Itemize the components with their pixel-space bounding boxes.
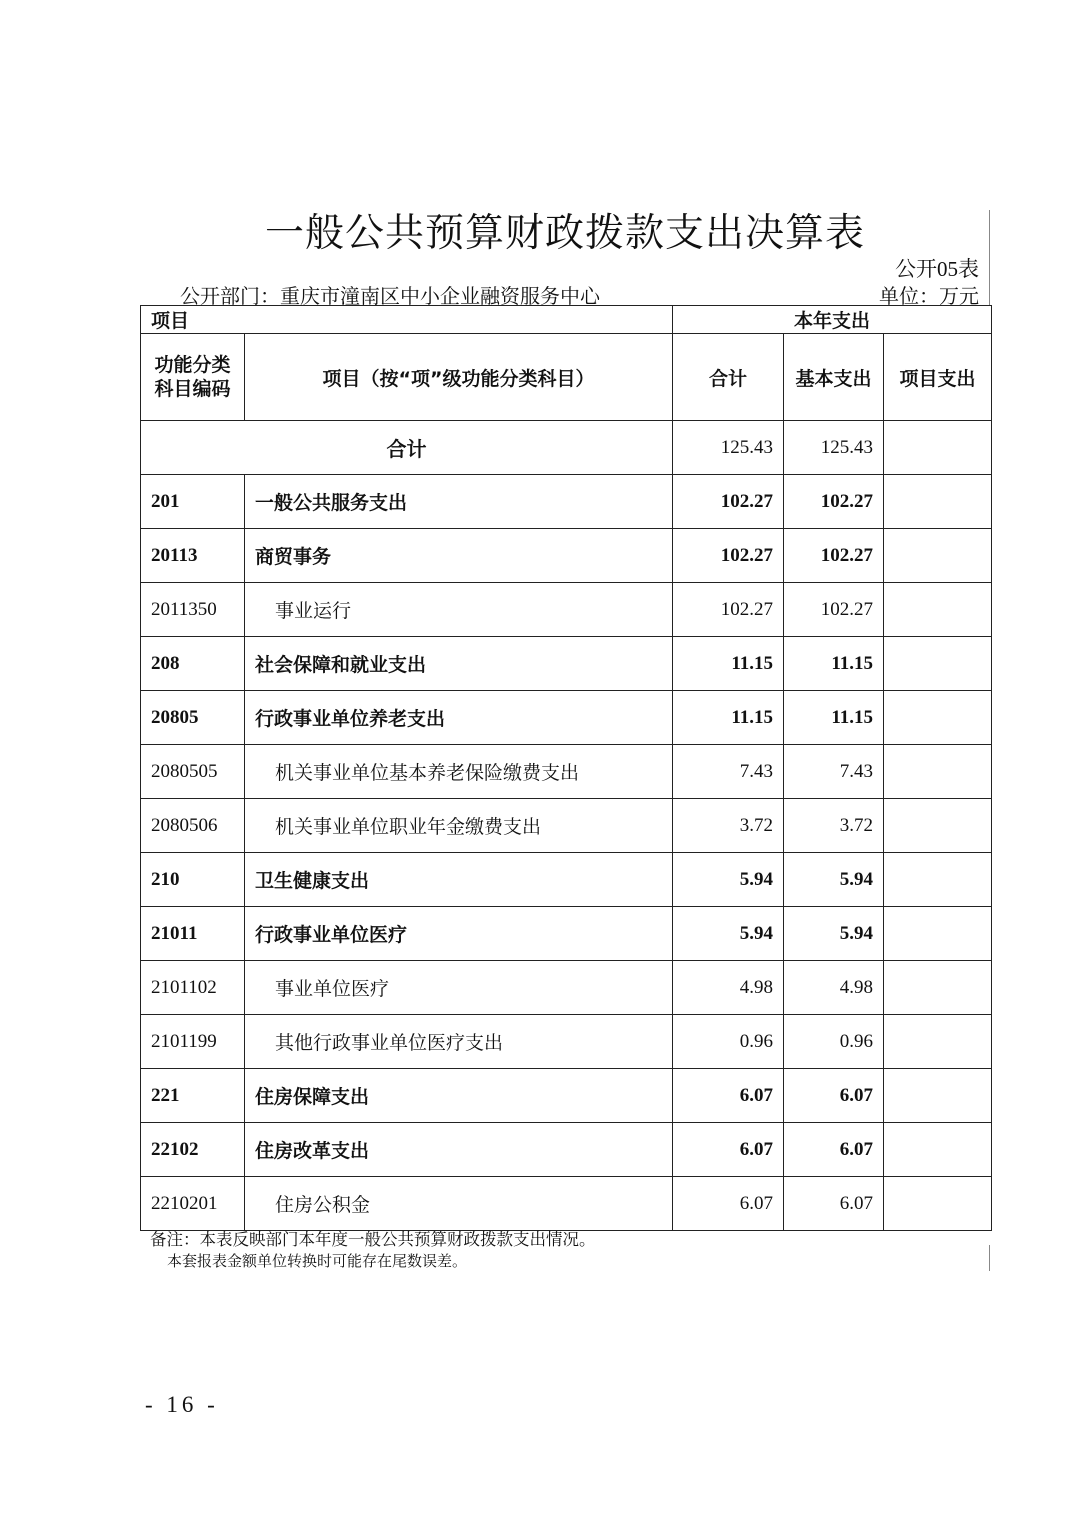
row-code: 22102 [141, 1123, 245, 1177]
row-basic: 6.07 [784, 1069, 884, 1123]
department-label: 公开部门：重庆市潼南区中小企业融资服务中心 [180, 284, 600, 308]
margin-line [989, 1245, 990, 1271]
form-number-prefix: 公开 [895, 257, 937, 281]
header-project: 项目支出 [884, 334, 992, 421]
margin-line [989, 210, 990, 305]
row-project [884, 583, 992, 637]
row-name: 事业运行 [245, 583, 673, 637]
table-row [141, 961, 992, 1015]
row-basic: 11.15 [784, 691, 884, 745]
row-project [884, 1177, 992, 1231]
row-basic: 3.72 [784, 799, 884, 853]
header-basic: 基本支出 [784, 334, 884, 421]
row-name: 卫生健康支出 [245, 853, 673, 907]
header-row-2 [141, 334, 992, 421]
row-project [884, 1123, 992, 1177]
row-basic: 5.94 [784, 853, 884, 907]
row-total: 4.98 [673, 961, 784, 1015]
row-name: 住房公积金 [245, 1177, 673, 1231]
table-row [141, 1069, 992, 1123]
row-code: 20805 [141, 691, 245, 745]
row-basic: 6.07 [784, 1177, 884, 1231]
row-code: 2210201 [141, 1177, 245, 1231]
row-code: 21011 [141, 907, 245, 961]
total-label: 合计 [141, 421, 673, 475]
row-project [884, 1069, 992, 1123]
row-total: 5.94 [673, 853, 784, 907]
row-project [884, 799, 992, 853]
table-row [141, 1177, 992, 1231]
row-total: 5.94 [673, 907, 784, 961]
row-total: 3.72 [673, 799, 784, 853]
row-basic: 5.94 [784, 907, 884, 961]
header-total: 合计 [673, 334, 784, 421]
row-basic: 102.27 [784, 529, 884, 583]
row-name: 行政事业单位医疗 [245, 907, 673, 961]
table-row [141, 853, 992, 907]
table-row [141, 745, 992, 799]
row-total: 6.07 [673, 1123, 784, 1177]
row-code: 2101102 [141, 961, 245, 1015]
row-code: 2080505 [141, 745, 245, 799]
row-total: 7.43 [673, 745, 784, 799]
form-number-suffix: 表 [958, 257, 979, 281]
row-name: 其他行政事业单位医疗支出 [245, 1015, 673, 1069]
row-total: 0.96 [673, 1015, 784, 1069]
row-name: 行政事业单位养老支出 [245, 691, 673, 745]
header-item: 项目 [141, 306, 673, 334]
header-row-1 [141, 306, 992, 334]
row-name: 住房改革支出 [245, 1123, 673, 1177]
total-project [884, 421, 992, 475]
row-name: 住房保障支出 [245, 1069, 673, 1123]
table-row [141, 907, 992, 961]
table-row [141, 799, 992, 853]
row-code: 20113 [141, 529, 245, 583]
row-name: 一般公共服务支出 [245, 475, 673, 529]
row-total: 6.07 [673, 1069, 784, 1123]
row-project [884, 961, 992, 1015]
row-project [884, 745, 992, 799]
total-basic: 125.43 [784, 421, 884, 475]
row-total: 11.15 [673, 637, 784, 691]
row-project [884, 691, 992, 745]
row-name: 事业单位医疗 [245, 961, 673, 1015]
row-name: 商贸事务 [245, 529, 673, 583]
row-name: 社会保障和就业支出 [245, 637, 673, 691]
form-number [895, 253, 979, 283]
row-code: 208 [141, 637, 245, 691]
table-body [141, 475, 992, 1231]
row-total: 11.15 [673, 691, 784, 745]
table-row [141, 1123, 992, 1177]
row-project [884, 475, 992, 529]
row-code: 201 [141, 475, 245, 529]
page-title: 一般公共预算财政拨款支出决算表 [264, 211, 865, 256]
row-basic: 102.27 [784, 583, 884, 637]
header-code [141, 334, 245, 421]
form-number-value: 05 [937, 257, 958, 281]
row-total: 102.27 [673, 475, 784, 529]
row-basic: 6.07 [784, 1123, 884, 1177]
table-row [141, 529, 992, 583]
row-basic: 102.27 [784, 475, 884, 529]
row-total: 102.27 [673, 529, 784, 583]
total-row [141, 421, 992, 475]
row-project [884, 853, 992, 907]
table-row [141, 583, 992, 637]
row-project [884, 907, 992, 961]
expense-table [140, 305, 992, 1231]
row-name: 机关事业单位职业年金缴费支出 [245, 799, 673, 853]
header-name: 项目（按“项”级功能分类科目） [245, 334, 673, 421]
row-total: 6.07 [673, 1177, 784, 1231]
row-basic: 4.98 [784, 961, 884, 1015]
row-basic: 0.96 [784, 1015, 884, 1069]
row-code: 221 [141, 1069, 245, 1123]
table-row [141, 475, 992, 529]
row-code: 2080506 [141, 799, 245, 853]
row-name: 机关事业单位基本养老保险缴费支出 [245, 745, 673, 799]
table-row [141, 691, 992, 745]
row-project [884, 637, 992, 691]
row-total: 102.27 [673, 583, 784, 637]
row-code: 210 [141, 853, 245, 907]
row-code: 2101199 [141, 1015, 245, 1069]
row-project [884, 1015, 992, 1069]
row-basic: 7.43 [784, 745, 884, 799]
header-year-expense: 本年支出 [673, 306, 992, 334]
row-code: 2011350 [141, 583, 245, 637]
note-line-1: 备注：本表反映部门本年度一般公共预算财政拨款支出情况。 [150, 1230, 596, 1249]
row-project [884, 529, 992, 583]
table-row [141, 1015, 992, 1069]
row-basic: 11.15 [784, 637, 884, 691]
page-number: - 16 - [145, 1392, 219, 1417]
table-row [141, 637, 992, 691]
unit-label: 单位：万元 [879, 284, 979, 308]
total-amount: 125.43 [673, 421, 784, 475]
note-line-2: 本套报表金额单位转换时可能存在尾数误差。 [167, 1252, 468, 1270]
header-code-text: 功能分类科目编码 [154, 354, 231, 400]
